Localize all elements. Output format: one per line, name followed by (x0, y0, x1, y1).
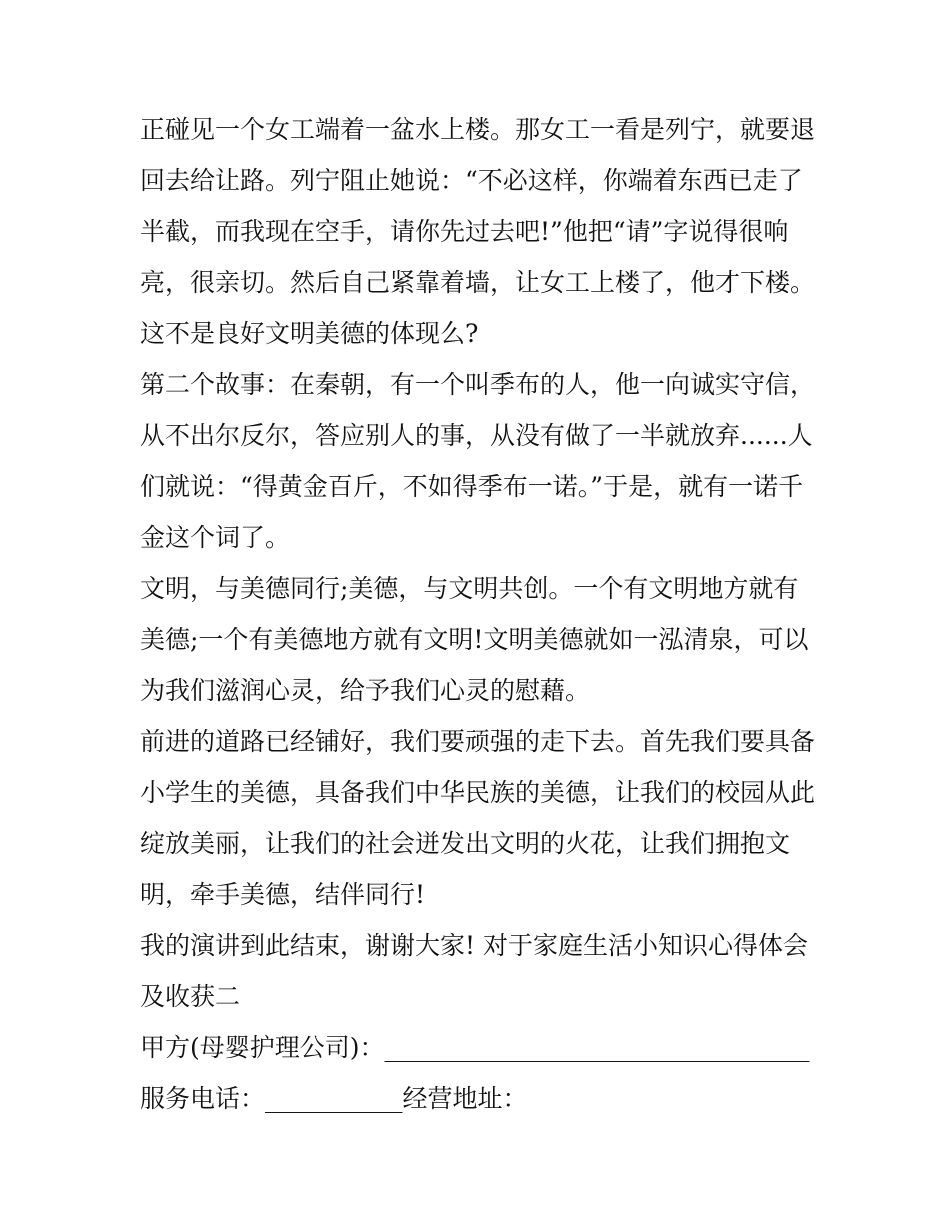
text-line: 甲方(母婴护理公司)：__________________________________ (140, 1033, 810, 1062)
text-line: 及收获二 (140, 982, 241, 1011)
text-line: 从不出尔反尔，答应别人的事，从没有做了一半就放弃......人 (140, 421, 813, 450)
text-line: 第二个故事：在秦朝，有一个叫季布的人，他一向诚实守信， (140, 370, 816, 399)
text-line: 我的演讲到此结束，谢谢大家! 对于家庭生活小知识心得体会 (140, 931, 808, 960)
text-line: 正碰见一个女工端着一盆水上楼。那女工一看是列宁，就要退 (140, 115, 816, 144)
text-line: 明，牵手美德，结伴同行! (140, 880, 426, 909)
document-body (140, 104, 820, 1124)
text-line: 美德;一个有美德地方就有文明!文明美德就如一泓清泉，可以 (140, 625, 809, 654)
text-line: 绽放美丽，让我们的社会迸发出文明的火花，让我们拥抱文 (140, 829, 791, 858)
text-line: 前进的道路已经铺好，我们要顽强的走下去。首先我们要具备 (140, 727, 816, 756)
text-line: 亮，很亲切。然后自己紧靠着墙，让女工上楼了，他才下楼。 (140, 268, 816, 297)
text-line: 服务电话：___________经营地址： (140, 1084, 528, 1113)
text-line: 半截，而我现在空手，请你先过去吧!”他把“请”字说得很响 (140, 217, 789, 246)
text-line: 金这个词了。 (140, 523, 291, 552)
text-line: 文明，与美德同行;美德，与文明共创。一个有文明地方就有 (140, 574, 799, 603)
text-line: 为我们滋润心灵，给予我们心灵的慰藉。 (140, 676, 591, 705)
text-line: 这不是良好文明美德的体现么? (140, 319, 479, 348)
text-line: 小学生的美德，具备我们中华民族的美德，让我们的校园从此 (140, 778, 816, 807)
text-line: 们就说：“得黄金百斤，不如得季布一诺。”于是，就有一诺千 (140, 472, 804, 501)
text-line: 回去给让路。列宁阻止她说：“不必这样，你端着东西已走了 (140, 166, 803, 195)
